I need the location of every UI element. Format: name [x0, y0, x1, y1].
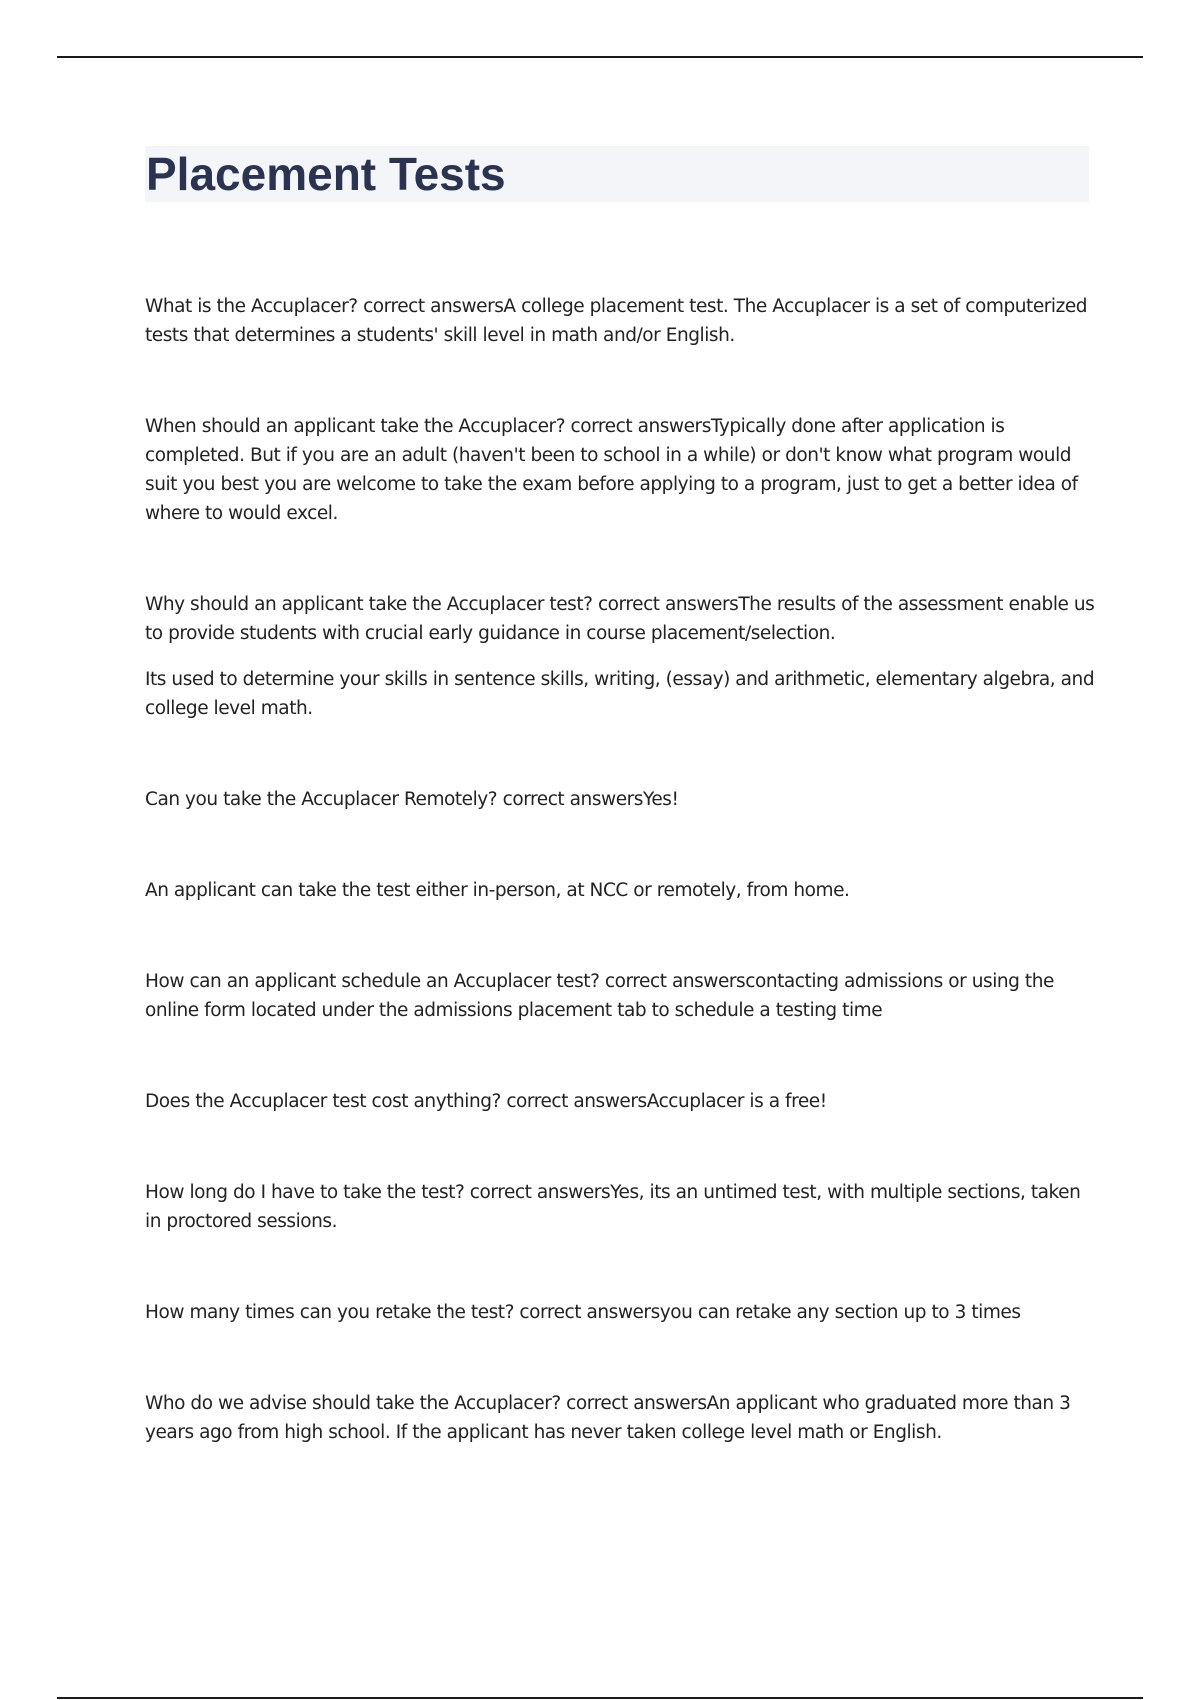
qa-paragraph-6: Does the Accuplacer test cost anything? correct answersAccuplacer is a free! [145, 1091, 827, 1112]
header-rule [57, 56, 1143, 58]
document-body [145, 292, 1095, 1447]
qa-paragraph-3-continued: Its used to determine your skills in sentence skills, writing, (essay) and arithmetic, elementary algebra, and college level math. [145, 669, 1095, 719]
qa-paragraph-7: How long do I have to take the test? correct answersYes, its an untimed test, with multiple sections, taken in proctored sessions. [145, 1182, 1081, 1232]
qa-paragraph-5: How can an applicant schedule an Accuplacer test? correct answerscontacting admissions or using the online form located under the admissions placement tab to schedule a testing time [145, 971, 1054, 1021]
qa-paragraph-9: Who do we advise should take the Accuplacer? correct answersAn applicant who graduated more than 3 years ago from high school. If the applicant has never taken college level math or English. [145, 1393, 1071, 1443]
page-title: Placement Tests [146, 148, 506, 200]
qa-paragraph-3: Why should an applicant take the Accuplacer test? correct answersThe results of the assessment enable us to provide students with crucial early guidance in course placement/selection. [145, 594, 1095, 644]
qa-paragraph-8: How many times can you retake the test? correct answersyou can retake any section up to 3 times [145, 1302, 1021, 1323]
qa-paragraph-4: Can you take the Accuplacer Remotely? correct answersYes! [145, 789, 679, 810]
qa-paragraph-4-continued: An applicant can take the test either in-person, at NCC or remotely, from home. [145, 880, 850, 901]
footer-rule [57, 1697, 1143, 1699]
qa-paragraph-2: When should an applicant take the Accuplacer? correct answersTypically done after application is completed. But if you are an adult (haven't been to school in a while) or don't know what program would suit you best you are welcome to take the exam before applying to a program, just to get a better idea of where to would excel. [145, 416, 1078, 524]
qa-paragraph-1: What is the Accuplacer? correct answersA college placement test. The Accuplacer is a set of computerized tests that determines a students' skill level in math and/or English. [145, 296, 1088, 346]
